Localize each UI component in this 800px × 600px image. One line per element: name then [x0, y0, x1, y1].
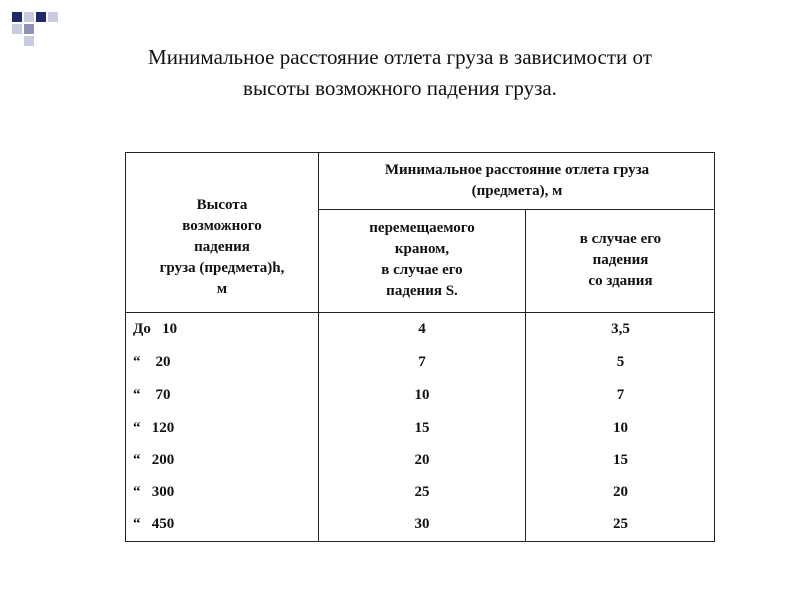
table-border-right: [714, 152, 715, 542]
cell-height: “ 200: [133, 452, 175, 468]
cell-height: “ 120: [133, 420, 175, 436]
cell-building: 20: [613, 484, 628, 500]
table-divider-col2: [525, 209, 526, 542]
table-divider-col1: [318, 152, 319, 542]
cell-height: “ 300: [133, 484, 175, 500]
corner-square-light: [48, 12, 58, 22]
table-border-top: [125, 152, 715, 153]
cell-crane: 30: [414, 516, 430, 532]
cell-building: 25: [613, 516, 628, 532]
cell-crane: 10: [414, 387, 430, 403]
header-building: в случае его падения со здания: [579, 230, 662, 289]
header-height: Высота возможного падения груза (предмета)h, м: [159, 196, 285, 297]
cell-crane: 4: [418, 321, 426, 337]
table-divider-header: [125, 312, 715, 313]
cell-crane: 7: [418, 354, 426, 370]
corner-square-light: [24, 12, 34, 22]
corner-square-gray: [24, 24, 34, 34]
cell-building: 5: [616, 354, 625, 370]
corner-square-dark: [36, 12, 46, 22]
cell-height: “ 450: [133, 516, 175, 532]
cell-building: 10: [613, 420, 628, 436]
header-crane: перемещаемого краном, в случае его падения S.: [369, 220, 475, 299]
table-border-left: [125, 152, 126, 542]
cell-building: 3,5: [611, 321, 630, 337]
slide-title: [40, 42, 760, 104]
cell-height: “ 20: [133, 354, 171, 370]
cell-height: До 10: [133, 321, 178, 337]
cell-building: 7: [616, 387, 625, 403]
cell-crane: 15: [414, 420, 430, 436]
table-border-bottom: [125, 541, 715, 542]
slide-title-line1: Минимальное расстояние отлета груза в зависимости от: [148, 45, 652, 69]
cell-height: “ 70: [133, 387, 171, 403]
corner-square-light: [12, 24, 22, 34]
slide-title-line2: высоты возможного падения груза.: [243, 76, 557, 100]
header-min-distance: Минимальное расстояние отлета груза (предмета), м: [384, 162, 650, 199]
corner-square-light: [24, 36, 34, 46]
corner-square-dark: [12, 12, 22, 22]
cell-crane: 20: [414, 452, 430, 468]
distance-table: [125, 152, 715, 542]
cell-building: 15: [613, 452, 628, 468]
cell-crane: 25: [414, 484, 430, 500]
